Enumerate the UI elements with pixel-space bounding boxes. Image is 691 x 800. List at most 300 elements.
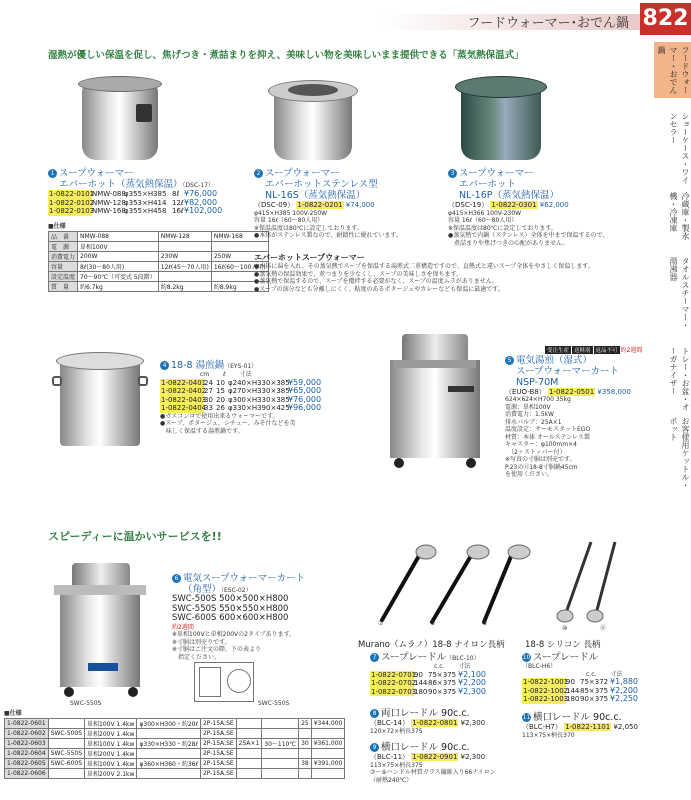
table-row bbox=[49, 261, 269, 271]
note-line: 指定ください。 bbox=[172, 653, 221, 661]
table-cell: 単相100V 1.4kw bbox=[85, 738, 137, 748]
price-list bbox=[48, 190, 224, 216]
product-3 bbox=[448, 168, 608, 247]
table-cell bbox=[236, 748, 262, 758]
table-cell: NMW-128 bbox=[158, 231, 211, 241]
table-cell bbox=[211, 241, 268, 251]
price: ¥2,050 bbox=[613, 723, 638, 731]
product-number: 3 bbox=[448, 169, 457, 178]
table-cell bbox=[137, 768, 201, 778]
cell: 180 bbox=[566, 695, 580, 703]
note-line: φ415×H385 100V-250W bbox=[254, 209, 328, 217]
table-cell: 25A×1 bbox=[236, 738, 262, 748]
note-line: 温度設定：サーモスタットEGO bbox=[505, 426, 591, 433]
table-cell: 単相100V 1.4kw bbox=[85, 718, 137, 728]
item-code: 1-0822-1002 bbox=[523, 686, 569, 695]
column-header: cm bbox=[200, 371, 210, 378]
price: ¥2,300 bbox=[460, 753, 486, 761]
price-row bbox=[522, 695, 650, 704]
catalog-code: （BLC-10） bbox=[446, 655, 480, 662]
product-name: スープウォーマー bbox=[59, 168, 134, 179]
cell: 30 bbox=[204, 395, 213, 404]
note-line: ●スープの油分なども分離しにくく、粘度のあるポタージュやカレーなども保温に最適です。 bbox=[254, 285, 504, 293]
product-2 bbox=[254, 168, 402, 240]
table-cell: SWC-550S bbox=[48, 748, 84, 758]
page-header bbox=[0, 0, 691, 38]
material-note: ⑦〜⑨ハンドル材質ガラス繊維入り66ナイロン bbox=[370, 769, 496, 776]
cell: 90 bbox=[566, 678, 575, 686]
cell: φ355×H385 bbox=[124, 190, 167, 198]
note-line: 容量 16ℓ（60〜80人用） bbox=[254, 217, 324, 224]
product-1 bbox=[48, 168, 224, 216]
table-cell: 単相100V bbox=[78, 241, 159, 251]
ladle-label-10: ⑩ bbox=[562, 625, 568, 632]
cell: 180 bbox=[414, 687, 428, 696]
note-line: ●本体がステンレス製なので、耐錆性に優れています。 bbox=[254, 232, 402, 239]
table-cell: 約6.7kg bbox=[78, 281, 159, 291]
product-number: 1 bbox=[48, 169, 57, 178]
dimensions: 120×72×柄長375 bbox=[370, 727, 423, 735]
table-cell: 質 量 bbox=[49, 281, 78, 291]
notes bbox=[172, 631, 305, 661]
note-line: ※寸胴はご注文の際、下の表より bbox=[172, 646, 262, 653]
note-line: ●ガスコンロで使用出来るウォーマーです。 bbox=[160, 412, 279, 420]
table-cell bbox=[299, 748, 312, 758]
item-code: 1-0822-0402 bbox=[161, 387, 207, 395]
price-row bbox=[160, 404, 332, 413]
table-cell: ¥361,000 bbox=[311, 738, 345, 748]
table-cell: 2P-15A,SE bbox=[200, 758, 236, 768]
note-line: ※保温温度は80℃に設定しております。 bbox=[448, 224, 557, 232]
table-cell bbox=[137, 728, 201, 738]
price: ¥2,200 bbox=[458, 678, 486, 687]
price: ¥358,000 bbox=[597, 387, 631, 396]
catalog-code: （BLC-14） bbox=[370, 719, 410, 727]
item-code: 1-0822-0102 bbox=[49, 198, 95, 207]
price: ¥2,300 bbox=[460, 719, 486, 727]
note-line: （2ヶストッパー付） bbox=[505, 448, 566, 456]
catalog-code: （EYS-01） bbox=[224, 363, 258, 370]
model-line: SWC-550S 550×550×H800 bbox=[172, 603, 289, 614]
cell: 85×375 bbox=[580, 686, 609, 695]
note-line: 排水バルブ：25A×1 bbox=[505, 418, 562, 426]
cell: φ355×H458 bbox=[124, 207, 167, 215]
cell: 16ℓ bbox=[172, 207, 184, 215]
notes bbox=[254, 263, 644, 293]
cell: 75×372 bbox=[580, 678, 609, 686]
item-code: 1-0822-0703 bbox=[371, 687, 417, 696]
product-name: 18-8 湯煎鍋 bbox=[171, 360, 225, 371]
cell: 144 bbox=[566, 686, 580, 695]
table-cell: ¥391,000 bbox=[311, 758, 345, 768]
table-cell: 設定温度 bbox=[49, 271, 78, 281]
cell: 15 bbox=[216, 387, 225, 395]
silicone-ladles-image bbox=[555, 540, 625, 630]
price: ¥59,000 bbox=[288, 377, 322, 387]
price: ¥96,000 bbox=[288, 403, 322, 412]
soup-warmer-nl16s-image bbox=[268, 78, 358, 162]
page-title: フードウォーマー･おでん鍋 bbox=[467, 16, 629, 31]
note-line: 味しく保温する湯煎鍋です。 bbox=[160, 427, 244, 435]
cell: 10 bbox=[216, 378, 225, 387]
spec-label: ■仕様 bbox=[4, 710, 22, 717]
price: ¥102,000 bbox=[184, 206, 223, 215]
sidebar-item-food-warmer[interactable]: フードウォーマー・おでん鍋 bbox=[654, 42, 691, 98]
badge: 返品不可 bbox=[595, 348, 618, 354]
table-cell bbox=[48, 718, 84, 728]
table-cell: 200W bbox=[78, 251, 159, 261]
cell: 20 bbox=[216, 395, 225, 404]
column-header: c.c. bbox=[586, 670, 597, 678]
model-list bbox=[172, 595, 305, 624]
product-7 bbox=[370, 652, 498, 696]
table-cell bbox=[48, 738, 84, 748]
cell: φ270×H330×385 bbox=[228, 387, 290, 395]
category-sidebar bbox=[650, 38, 691, 800]
table-cell bbox=[236, 758, 262, 768]
price: ¥76,000 bbox=[184, 189, 218, 198]
item-code: 1-0822-0701 bbox=[371, 670, 417, 679]
item-code: 1-0822-0404 bbox=[161, 404, 207, 412]
cell: 12ℓ bbox=[172, 198, 184, 207]
table-row bbox=[5, 738, 345, 748]
table-cell: SWC-600S bbox=[48, 758, 84, 768]
table-row bbox=[49, 231, 269, 241]
product-subname: スープウォーマーカート bbox=[516, 365, 619, 377]
price: ¥74,000 bbox=[345, 201, 375, 209]
product-9 bbox=[370, 742, 496, 784]
table-cell: 単相200V 2.1kw bbox=[85, 768, 137, 778]
product-number: 6 bbox=[172, 574, 181, 583]
table-row bbox=[49, 281, 269, 291]
table-cell: φ360×H360・約36ℓ bbox=[137, 758, 201, 768]
spec-label: ■仕様 bbox=[48, 223, 66, 230]
product-number: 11 bbox=[522, 714, 531, 721]
table-cell: φ300×H300・約20ℓ bbox=[137, 718, 201, 728]
note-line: を使用ください。 bbox=[505, 471, 554, 478]
spec-table-6 bbox=[4, 710, 345, 779]
table-cell: 250W bbox=[211, 251, 268, 261]
price: ¥76,000 bbox=[288, 394, 322, 404]
notes bbox=[448, 210, 608, 248]
table-cell: 30〜110℃ bbox=[262, 738, 299, 748]
price-list bbox=[370, 671, 498, 697]
table-cell: φ330×H330・約28ℓ bbox=[137, 738, 201, 748]
item-code: 1-0822-0403 bbox=[161, 395, 207, 404]
table-cell: 1-0822-0606 bbox=[5, 768, 49, 778]
product-name: スープレードル bbox=[533, 652, 599, 663]
table-cell: 2P-15A,SE bbox=[200, 738, 236, 748]
everhot-description bbox=[254, 252, 644, 293]
item-code: 1-0822-0201 bbox=[297, 201, 343, 209]
table-cell: 25 bbox=[299, 718, 312, 728]
table-cell bbox=[137, 748, 201, 758]
product-name: 横口レードル 90c.c. bbox=[533, 712, 622, 723]
table-cell: 230W bbox=[158, 251, 211, 261]
cell: φ300×H330×385 bbox=[228, 395, 290, 404]
product-name: 電気スープウォーマーカート bbox=[183, 573, 305, 584]
cell: 33 bbox=[204, 404, 213, 412]
note-line: ●スープ、ポタージュ、シチュー、みそ汁などを美 bbox=[160, 420, 296, 427]
table-cell bbox=[311, 728, 345, 738]
notes bbox=[160, 413, 332, 436]
table-row bbox=[5, 728, 345, 738]
column-header: c.c. bbox=[434, 663, 445, 670]
model-line: SWC-500S 500×500×H800 bbox=[172, 594, 289, 604]
item-code: 1-0822-1001 bbox=[523, 678, 569, 686]
product-name: 電気湯煎（湿式） bbox=[516, 354, 593, 366]
table-cell: 1-0822-0601 bbox=[5, 718, 49, 728]
cell: 144 bbox=[414, 679, 428, 687]
table-cell bbox=[299, 728, 312, 738]
product-name: スープウォーマー bbox=[265, 168, 340, 179]
column-header: 寸法 bbox=[239, 371, 252, 378]
table-cell: 38 bbox=[299, 758, 312, 768]
badge: 受注生産 bbox=[547, 348, 570, 354]
sidebar-item-kettle[interactable]: お客様用ケットル・ポット bbox=[669, 417, 690, 489]
product-model: NL-16S（蒸気熱保温） bbox=[265, 190, 366, 201]
table-cell: 1-0822-0604 bbox=[5, 748, 49, 758]
table-cell bbox=[236, 768, 262, 778]
item-code: 1-0822-1101 bbox=[565, 723, 611, 731]
item-code: 1-0822-0702 bbox=[371, 679, 417, 687]
catalog-code: （ESC-02） bbox=[221, 587, 252, 594]
table-cell bbox=[311, 768, 345, 778]
table-cell: 1-0822-0605 bbox=[5, 758, 49, 768]
cell: 86×375 bbox=[428, 679, 457, 687]
table-cell: SWC-500S bbox=[48, 728, 84, 738]
drawing-caption: SWC-550S bbox=[258, 700, 290, 707]
column-header: 寸法 bbox=[610, 670, 623, 678]
table-row bbox=[49, 241, 269, 251]
note-line: 煮詰まりや焦げつきの心配がありません。 bbox=[448, 239, 569, 247]
note-line: 容量 16ℓ（60〜80人用） bbox=[448, 217, 518, 224]
soup-warmer-nmw-image bbox=[78, 70, 162, 162]
price: ¥2,200 bbox=[610, 685, 638, 695]
item-code: 1-0822-1003 bbox=[523, 695, 569, 703]
table-cell: 約8.2kg bbox=[158, 281, 211, 291]
product-number: 9 bbox=[370, 743, 379, 752]
table-cell bbox=[262, 768, 299, 778]
item-code: 1-0822-0501 bbox=[549, 387, 595, 396]
price: ¥2,250 bbox=[610, 694, 638, 703]
table-cell bbox=[311, 748, 345, 758]
table-cell: 品 番 bbox=[49, 231, 78, 241]
spec-table-1 bbox=[48, 223, 269, 292]
table-row bbox=[49, 271, 269, 281]
note-line: ●蒸気熱で内鍋（ステンレス）全体を中まで保温するので、 bbox=[448, 232, 609, 239]
dimensions: 113×75×柄長375 bbox=[370, 761, 423, 769]
item-code: 1-0822-0901 bbox=[412, 753, 458, 761]
lead-text-2: スピーディーに温かいサービスを!! bbox=[48, 530, 222, 543]
table-cell: ¥344,000 bbox=[311, 718, 345, 728]
price: ¥2,300 bbox=[458, 686, 486, 696]
cell: 75×375 bbox=[428, 670, 457, 679]
delivery-days: 約2週間 bbox=[620, 347, 643, 354]
product-6 bbox=[172, 573, 305, 661]
table-cell bbox=[48, 768, 84, 778]
product-4 bbox=[160, 360, 332, 435]
catalog-code: （BLC-H7） bbox=[522, 723, 562, 731]
product-subname: エバーホット（蒸気熱保温） bbox=[59, 179, 183, 190]
spec-table bbox=[4, 718, 345, 779]
price-list bbox=[522, 678, 650, 704]
dimension-drawing bbox=[194, 662, 254, 702]
table-cell bbox=[158, 241, 211, 251]
table-cell: 単相100V 1.4kw bbox=[85, 758, 137, 768]
note-line: キャスター：φ100mm×4 bbox=[505, 441, 577, 448]
note-line: P.23の⑪18-8寸胴鍋45cm bbox=[505, 463, 578, 471]
delivery-days: 約2週間 bbox=[172, 623, 194, 631]
note-line: ※単相100Vと単相200Vの2タイプあります。 bbox=[172, 631, 296, 638]
note-line: ●蒸気熱の保温効果で、煮つまりを少なくし、スープの美味しさを保ちます。 bbox=[254, 270, 463, 278]
item-code: 1-0822-0801 bbox=[412, 719, 458, 727]
table-cell: NMW-168 bbox=[211, 231, 268, 241]
catalog-code: （EUO-B8） bbox=[505, 387, 546, 396]
product-10 bbox=[522, 652, 650, 704]
ladle-group-title-2: 18-8 シリコン 長柄 bbox=[525, 640, 601, 650]
notes bbox=[254, 210, 402, 240]
note-line: 材質：本体 オールステンレス製 bbox=[505, 433, 590, 441]
column-header: 寸法 bbox=[458, 663, 471, 670]
note-line: 624×624×H700 35kg bbox=[505, 396, 571, 403]
table-cell: 電 源 bbox=[49, 241, 78, 251]
section-title: エバーホットスープウォーマー bbox=[254, 253, 365, 262]
table-cell bbox=[262, 728, 299, 738]
note-line: ●蒸気熱で保温するので、スープを攪拌する必要がなく、スープの温度ムラがありません。 bbox=[254, 278, 499, 285]
catalog-code: （BLC-H6） bbox=[522, 663, 557, 670]
table-cell: 単相200V 1.4kw bbox=[85, 748, 137, 758]
table-row bbox=[5, 718, 345, 728]
note-line: ●本体に湯を入れ、その蒸気熱でスープを保温する湯煎式二重構造ですので、直熱式と違いスープ全体をやさしく保温します。 bbox=[254, 263, 594, 270]
ladle-label-9: ⑨ bbox=[482, 620, 488, 627]
table-cell: 2P-15A,SE bbox=[200, 718, 236, 728]
sidebar-item-fridge[interactable]: 冷蔵庫・製氷機・冷凍庫 bbox=[669, 192, 690, 240]
badge: 送料別 bbox=[574, 348, 591, 354]
table-cell bbox=[262, 718, 299, 728]
note-line: 電源：単相100V bbox=[505, 403, 551, 411]
cell: φ353×H414 bbox=[124, 198, 167, 207]
product-model: NSP-70M bbox=[516, 376, 559, 388]
ladles-image bbox=[362, 540, 542, 630]
table-cell: 30 bbox=[299, 738, 312, 748]
table-cell: 70〜90℃（可変式 5段階） bbox=[78, 271, 159, 281]
product-name: 横口レードル 90c.c. bbox=[381, 742, 470, 753]
page-number: 822 bbox=[640, 3, 691, 35]
cell: 90×375 bbox=[580, 695, 609, 703]
table-cell: 約8.9kg bbox=[211, 281, 268, 291]
cell: 90×375 bbox=[428, 687, 457, 696]
price: ¥65,000 bbox=[288, 386, 322, 395]
note-line: ※保温温度は80℃に設定しております。 bbox=[254, 224, 363, 232]
catalog-code: （DSC-09） bbox=[254, 201, 295, 209]
spec-table bbox=[48, 231, 269, 292]
table-cell: 8ℓ(30〜80人用) bbox=[78, 261, 159, 271]
table-cell bbox=[158, 271, 211, 281]
table-cell: 1-0822-0602 bbox=[5, 728, 49, 738]
product-number: 7 bbox=[370, 653, 379, 662]
product-number: 10 bbox=[522, 654, 531, 661]
item-code: 1-0822-0301 bbox=[491, 201, 537, 209]
lead-text: 湿熱が優しい保温を促し、焦げつき・煮詰まりを抑え、美味しい物を美味しいまま提供できる「蒸気熱保温式」 bbox=[48, 50, 524, 61]
sidebar-item-showcase[interactable]: ショーケース・ワインセラー bbox=[669, 112, 690, 184]
table-row bbox=[5, 758, 345, 768]
price: ¥62,000 bbox=[539, 201, 569, 209]
table-cell: 16ℓ(60〜100人用) bbox=[211, 261, 268, 271]
stock-pot-image bbox=[52, 350, 148, 448]
soup-warmer-nl16p-image bbox=[455, 72, 547, 162]
material-note-2: （耐熱240℃） bbox=[370, 776, 413, 784]
table-cell: 容量 bbox=[49, 261, 78, 271]
product-subname: エバーホット bbox=[459, 179, 517, 190]
cell: NMW-168 bbox=[92, 207, 126, 215]
table-cell bbox=[236, 728, 262, 738]
table-cell: 2P-15A,SE bbox=[200, 728, 236, 738]
table-cell bbox=[262, 748, 299, 758]
catalog-code: （BLC-11） bbox=[370, 753, 410, 761]
cell: NMW-088 bbox=[92, 190, 126, 198]
product-number: 8 bbox=[370, 709, 379, 718]
sidebar-item-towel-steamer[interactable]: タオルスチーマー・湯沸器 bbox=[669, 257, 690, 329]
table-row bbox=[5, 748, 345, 758]
cell: 27 bbox=[204, 387, 213, 395]
ladle-label-8: ⑧ bbox=[430, 620, 436, 627]
ladle-label-7: ⑦ bbox=[378, 620, 384, 627]
price-row bbox=[370, 688, 498, 697]
product-name: スープウォーマー bbox=[459, 168, 534, 179]
cell: 90 bbox=[414, 670, 423, 679]
note-line: φ415×H366 100V-230W bbox=[448, 209, 522, 217]
image-caption: SWC-550S bbox=[70, 700, 102, 707]
table-cell bbox=[299, 768, 312, 778]
sidebar-item-tray[interactable]: トレー・お盆・オーガナイザー bbox=[669, 347, 690, 411]
table-cell: 2P-15A,SE bbox=[200, 748, 236, 758]
soup-warmer-cart-image bbox=[376, 330, 494, 470]
product-number: 2 bbox=[254, 169, 263, 178]
square-soup-warmer-image bbox=[44, 555, 154, 697]
catalog-code: （DSC-19） bbox=[448, 201, 489, 209]
table-cell: 2P-15A,SE bbox=[200, 768, 236, 778]
table-cell bbox=[262, 758, 299, 768]
product-number: 5 bbox=[505, 356, 514, 365]
ladle-group-title: Murano（ムラノ）18-8 ナイロン長柄 bbox=[358, 640, 505, 650]
cell: 8ℓ bbox=[172, 190, 180, 198]
cell: NMW-128 bbox=[92, 198, 126, 207]
product-8 bbox=[370, 708, 485, 735]
column-header: ℓ bbox=[223, 371, 226, 378]
note-line: ※写真の寸胴は別売です。 bbox=[505, 456, 576, 463]
model-line: SWC-600S 600×600×H800 bbox=[172, 613, 289, 623]
table-row bbox=[49, 251, 269, 261]
product-5 bbox=[505, 346, 642, 479]
item-code: 1-0822-0401 bbox=[161, 378, 207, 387]
ladle-label-11: ⑪ bbox=[600, 625, 607, 632]
table-cell: 1-0822-0603 bbox=[5, 738, 49, 748]
catalog-code: （DSC-17） bbox=[182, 182, 214, 189]
table-cell: 単相200V 1.4kw bbox=[85, 728, 137, 738]
price: ¥1,880 bbox=[610, 677, 638, 686]
cell: 24 bbox=[204, 378, 213, 387]
price-list bbox=[160, 379, 332, 413]
product-subname: エバーホットステンレス型 bbox=[265, 179, 378, 190]
product-11 bbox=[522, 712, 638, 739]
table-row bbox=[5, 768, 345, 778]
table-cell: 12ℓ(45〜70人用) bbox=[158, 261, 211, 271]
notes bbox=[505, 396, 642, 479]
dimensions: 113×75×柄長370 bbox=[522, 731, 575, 739]
item-code: 1-0822-0103 bbox=[49, 207, 95, 215]
cell: φ240×H330×385 bbox=[228, 378, 290, 387]
